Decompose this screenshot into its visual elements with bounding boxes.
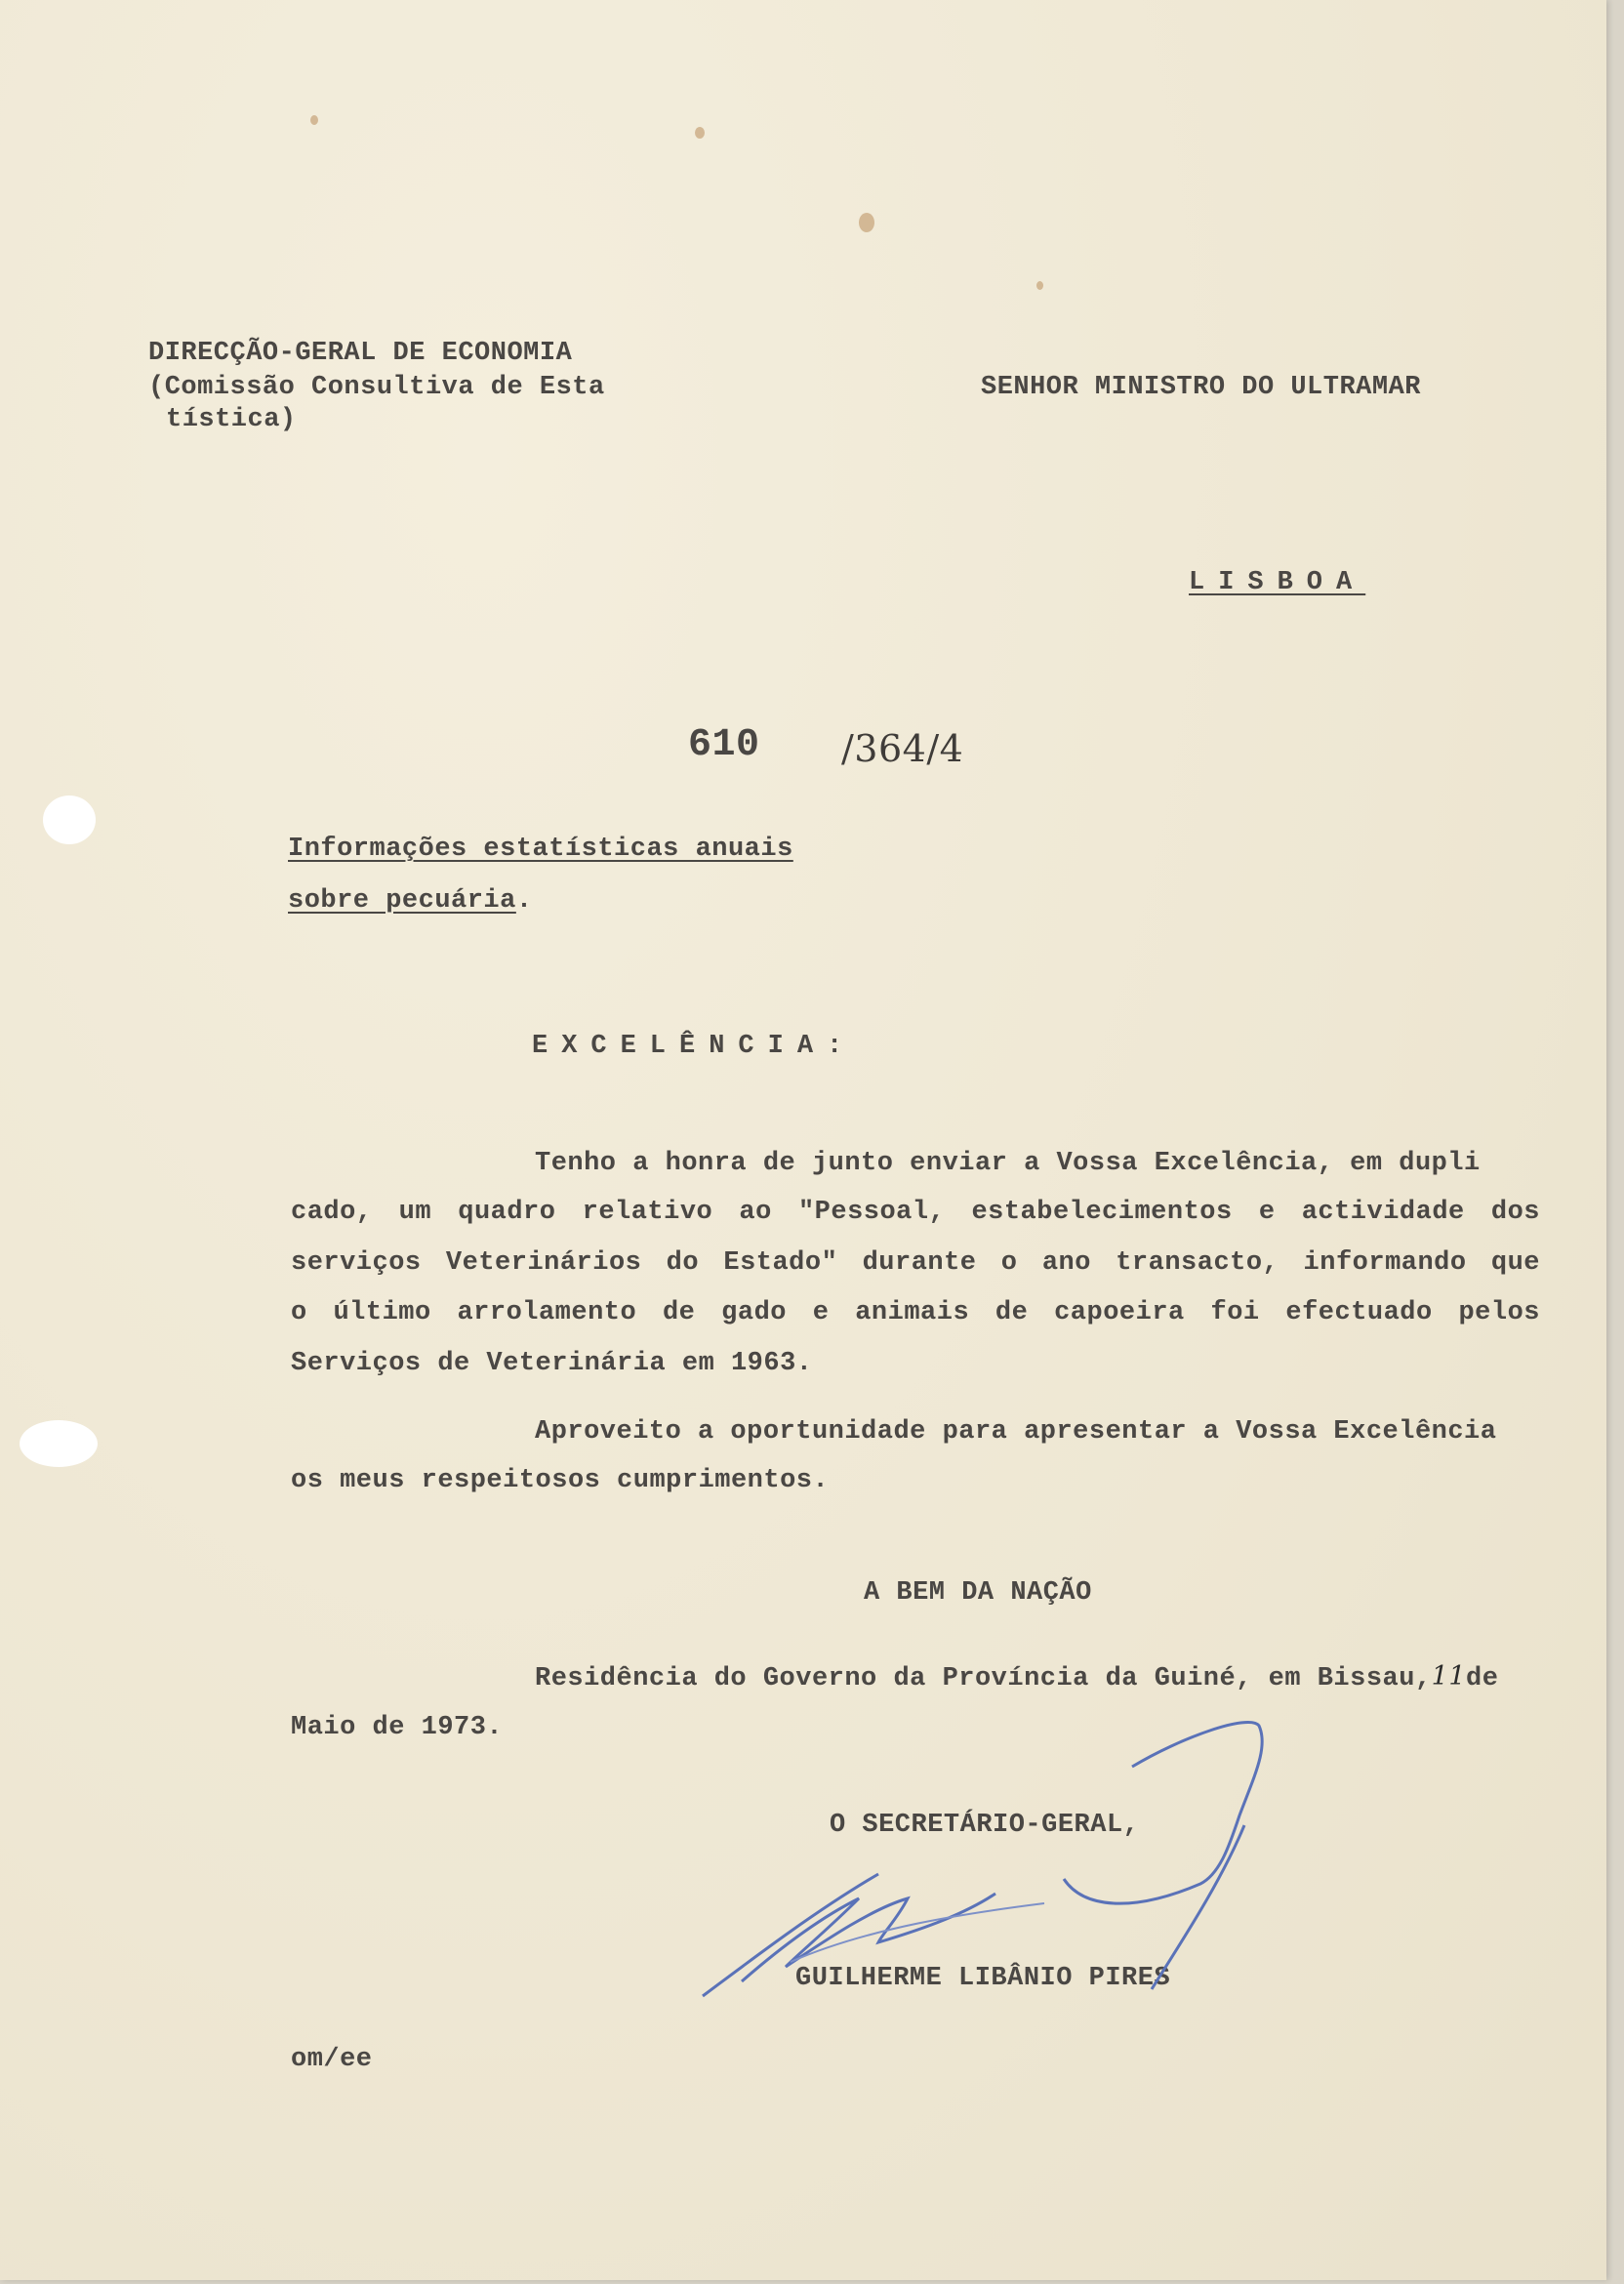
punch-hole-top [43,795,96,844]
paragraph-1-line-1: Tenho a honra de junto enviar a Vossa Excelência, em dupli [535,1149,1481,1178]
stain-spot [310,115,318,125]
paragraph-1-line-2: cado, um quadro relativo ao "Pessoal, estabelecimentos e actividade dos [291,1198,1540,1227]
signatory-name: GUILHERME LIBÂNIO PIRES [795,1964,1171,1993]
stain-spot [695,127,705,139]
signatory-title: O SECRETÁRIO-GERAL, [830,1811,1140,1840]
reference-number: 610 [688,723,760,767]
paragraph-1-line-3: serviços Veterinários do Estado" durante o ano transacto, informando que [291,1248,1540,1278]
sender-line-1: DIRECÇÃO-GERAL DE ECONOMIA [148,339,573,368]
stain-spot [1036,281,1043,290]
paragraph-2-line-1: Aproveito a oportunidade para apresentar a Vossa Excelência [535,1417,1497,1447]
handwritten-day: 11 [1431,1661,1467,1692]
closing-motto: A BEM DA NAÇÃO [864,1578,1092,1608]
handwritten-signature [673,1718,1298,2030]
punch-hole-bottom [20,1420,98,1467]
paragraph-1-line-5: Serviços de Veterinária em 1963. [291,1349,813,1378]
paragraph-2-line-2: os meus respeitosos cumprimentos. [291,1466,830,1495]
place-date-de: de [1466,1664,1499,1693]
typist-initials: om/ee [291,2045,373,2074]
sender-line-3: tística) [166,405,297,434]
place-date-line-1 [535,1659,1498,1696]
place-date-text: Residência do Governo da Província da Guiné, em Bissau, [535,1664,1432,1693]
subject-line-2 [288,884,533,918]
recipient: SENHOR MINISTRO DO ULTRAMAR [981,373,1421,402]
subject-line-2-text: sobre pecuária [288,886,516,916]
recipient-city: LISBOA [1189,568,1366,597]
subject-line-1: Informações estatísticas anuais [288,835,793,864]
paragraph-1-line-4: o último arrolamento de gado e animais de capoeira foi efectuado pelos [291,1298,1540,1327]
salutation: EXCELÊNCIA: [532,1032,857,1061]
sender-line-2: (Comissão Consultiva de Esta [148,373,605,402]
reference-suffix: /364/4 [841,727,964,770]
place-date-line-2: Maio de 1973. [291,1713,504,1742]
stain-spot [859,213,874,232]
subject-line-2-period: . [515,886,533,916]
